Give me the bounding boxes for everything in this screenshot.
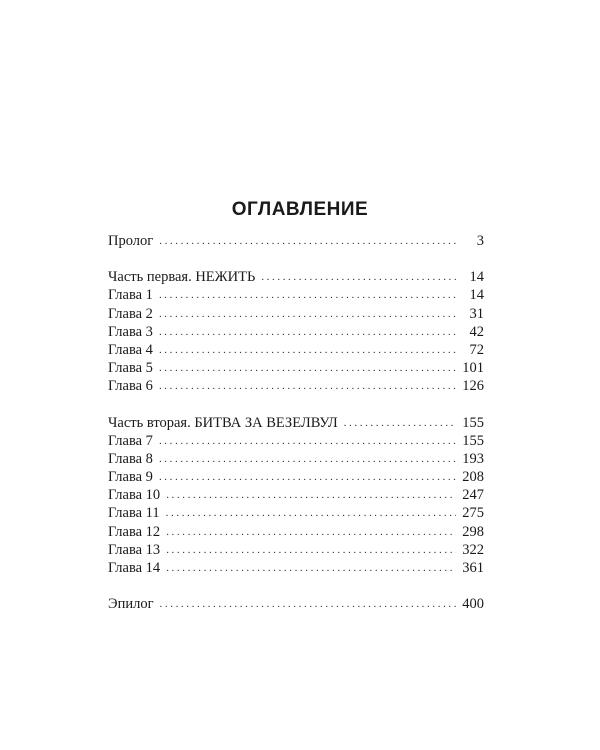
toc-entry-page: 155 bbox=[462, 432, 484, 449]
toc-entry-chapter-5[interactable] bbox=[108, 359, 484, 377]
toc-entry-label: Глава 3 bbox=[108, 323, 153, 340]
toc-entry-label: Глава 12 bbox=[108, 523, 161, 540]
toc-entry-label: Глава 2 bbox=[108, 305, 153, 322]
table-of-contents bbox=[108, 232, 484, 631]
dot-leader bbox=[159, 450, 456, 468]
toc-entry-label: Часть первая. НЕЖИТЬ bbox=[108, 269, 256, 286]
toc-entry-page: 275 bbox=[462, 505, 484, 522]
toc-entry-chapter-3[interactable] bbox=[108, 323, 484, 341]
toc-entry-label: Глава 8 bbox=[108, 450, 153, 467]
toc-entry-chapter-7[interactable] bbox=[108, 432, 484, 450]
toc-entry-page: 322 bbox=[462, 541, 484, 558]
toc-entry-page: 193 bbox=[462, 450, 484, 467]
toc-entry-chapter-8[interactable] bbox=[108, 450, 484, 468]
toc-entry-label: Глава 9 bbox=[108, 469, 153, 486]
toc-entry-label: Глава 14 bbox=[108, 560, 161, 576]
dot-leader bbox=[344, 414, 456, 432]
toc-entry-page: 298 bbox=[462, 523, 484, 540]
toc-group-prologue bbox=[108, 232, 484, 250]
toc-entry-label: Часть вторая. БИТВА ЗА ВЕЗЕЛВУЛ bbox=[108, 414, 338, 431]
toc-entry-chapter-2[interactable] bbox=[108, 305, 484, 323]
toc-group-part-one bbox=[108, 268, 484, 395]
toc-entry-label: Глава 1 bbox=[108, 287, 153, 304]
toc-entry-label: Пролог bbox=[108, 233, 154, 249]
toc-entry-page: 31 bbox=[469, 305, 484, 322]
dot-leader bbox=[159, 468, 456, 486]
dot-leader bbox=[166, 541, 456, 559]
toc-entry-label: Глава 7 bbox=[108, 432, 153, 449]
dot-leader bbox=[166, 486, 456, 504]
toc-entry-page: 42 bbox=[469, 323, 484, 340]
toc-entry-page: 101 bbox=[462, 360, 484, 377]
toc-entry-page: 14 bbox=[469, 287, 484, 304]
dot-leader bbox=[160, 595, 456, 613]
toc-entry-page: 208 bbox=[462, 469, 484, 486]
page-title: ОГЛАВЛЕНИЕ bbox=[231, 199, 369, 220]
toc-entry-chapter-13[interactable] bbox=[108, 541, 484, 559]
dot-leader bbox=[159, 286, 456, 304]
toc-entry-chapter-1[interactable] bbox=[108, 286, 484, 304]
toc-entry-page: 247 bbox=[462, 487, 484, 504]
toc-entry-label: Глава 6 bbox=[108, 378, 153, 395]
toc-entry-page: 361 bbox=[462, 560, 484, 576]
toc-group-epilogue bbox=[108, 595, 484, 613]
toc-entry-label: Глава 10 bbox=[108, 487, 161, 504]
toc-entry-chapter-12[interactable] bbox=[108, 523, 484, 541]
toc-entry-label: Эпилог bbox=[108, 596, 154, 613]
dot-leader bbox=[159, 323, 456, 341]
dot-leader bbox=[159, 432, 456, 450]
dot-leader bbox=[166, 523, 456, 541]
toc-entry-prologue[interactable] bbox=[108, 232, 484, 250]
dot-leader bbox=[159, 377, 456, 395]
toc-entry-epilogue[interactable] bbox=[108, 595, 484, 613]
toc-group-part-two bbox=[108, 414, 484, 578]
toc-entry-chapter-6[interactable] bbox=[108, 377, 484, 395]
toc-entry-chapter-9[interactable] bbox=[108, 468, 484, 486]
toc-entry-page: 3 bbox=[476, 233, 484, 249]
toc-entry-page: 155 bbox=[462, 414, 484, 431]
toc-entry-page: 400 bbox=[462, 596, 484, 613]
toc-entry-chapter-11[interactable] bbox=[108, 504, 484, 522]
toc-entry-page: 14 bbox=[469, 269, 484, 286]
dot-leader bbox=[261, 268, 456, 286]
toc-entry-page: 72 bbox=[469, 341, 484, 358]
toc-entry-label: Глава 11 bbox=[108, 505, 160, 522]
toc-entry-chapter-14[interactable] bbox=[108, 559, 484, 577]
toc-entry-chapter-4[interactable] bbox=[108, 341, 484, 359]
toc-entry-part-one[interactable] bbox=[108, 268, 484, 286]
dot-leader bbox=[159, 341, 456, 359]
dot-leader bbox=[159, 305, 456, 323]
dot-leader bbox=[166, 559, 456, 577]
toc-entry-label: Глава 13 bbox=[108, 541, 161, 558]
dot-leader bbox=[159, 232, 456, 250]
dot-leader bbox=[159, 359, 456, 377]
toc-entry-chapter-10[interactable] bbox=[108, 486, 484, 504]
toc-entry-label: Глава 5 bbox=[108, 360, 153, 377]
toc-entry-page: 126 bbox=[462, 378, 484, 395]
toc-entry-label: Глава 4 bbox=[108, 341, 153, 358]
dot-leader bbox=[166, 504, 456, 522]
toc-entry-part-two[interactable] bbox=[108, 414, 484, 432]
